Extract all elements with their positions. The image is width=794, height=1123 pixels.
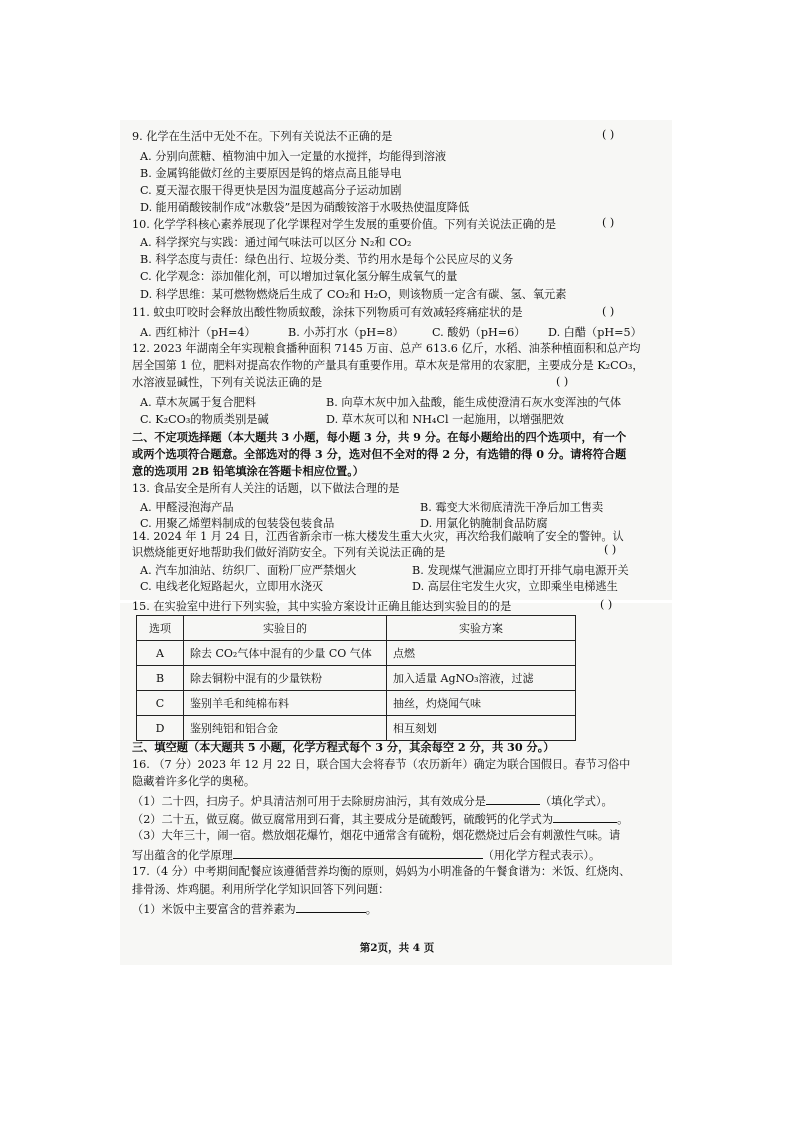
q9-option-a: A. 分别向蔗糖、植物油中加入一定量的水搅拌，均能得到溶液 (140, 150, 447, 163)
q13-stem: 13. 食品安全是所有人关注的话题，以下做法合理的是 (132, 482, 400, 495)
q12-option-c: C. K₂CO₃的物质类别是碱 (140, 413, 269, 426)
row-d-purpose: 鉴别纯铝和铝合金 (184, 716, 387, 741)
q12-line-3: 水溶液显碱性，下列有关说法正确的是 (132, 376, 323, 389)
q16-part-1 (132, 793, 613, 809)
q16-line-2: 隐藏着许多化学的奥秘。 (132, 775, 256, 788)
q14-option-c: C. 电线老化短路起火，立即用水浇灭 (140, 580, 324, 593)
q16-blank-3[interactable] (233, 847, 483, 859)
table-header-row (137, 616, 576, 641)
q14-option-d: D. 高层住宅发生火灾，立即乘坐电梯逃生 (412, 580, 618, 593)
q16-part-2-tail: 。 (617, 813, 629, 826)
q13-option-a: A. 甲醛浸泡海产品 (140, 501, 234, 514)
q16-part-3-cont (132, 847, 600, 863)
q10-option-c: C. 化学观念：添加催化剂，可以增加过氧化氢分解生成氧气的量 (140, 270, 458, 283)
q15-stem: 15. 在实验室中进行下列实验，其中实验方案设计正确且能达到实验目的的是 (132, 600, 512, 613)
q9-stem: 9. 化学在生活中无处不在。下列有关说法不正确的是 (132, 130, 393, 143)
q10-answer-paren: ( ) (602, 216, 615, 229)
q10-option-a: A. 科学探究与实践：通过闻气味法可以区分 N₂和 CO₂ (140, 236, 412, 249)
q12-option-a: A. 草木灰属于复合肥料 (140, 396, 256, 409)
q11-option-a: A. 西红柿汁（pH=4） (140, 326, 256, 339)
row-c-option: C (137, 691, 184, 716)
q12-option-b: B. 向草木灰中加入盐酸，能生成使澄清石灰水变浑浊的气体 (326, 396, 622, 409)
q11-stem: 11. 蚊虫叮咬时会释放出酸性物质蚁酸，涂抹下列物质可有效减轻疼痛症状的是 (132, 306, 523, 319)
q13-option-c: C. 用聚乙烯塑料制成的包装袋包装食品 (140, 517, 335, 530)
row-b-purpose: 除去铜粉中混有的少量铁粉 (184, 666, 387, 691)
q16-part-3: （3）大年三十，闹一宿。燃放烟花爆竹，烟花中通常含有硫粉，烟花燃烧过后会有刺激性气味。请 (132, 829, 621, 842)
q12-option-d: D. 草木灰可以和 NH₄Cl 一起施用，以增强肥效 (326, 413, 564, 426)
row-b-option: B (137, 666, 184, 691)
q9-option-c: C. 夏天湿衣服干得更快是因为温度越高分子运动加剧 (140, 184, 402, 197)
table-row (137, 691, 576, 716)
q9-option-d: D. 能用硝酸铵制作成“冰敷袋”是因为硝酸铵溶于水吸热使温度降低 (140, 201, 470, 214)
q15-answer-paren: ( ) (600, 598, 613, 611)
q14-line-2: 识燃烧能更好地帮助我们做好消防安全。下列有关说法正确的是 (132, 546, 446, 559)
row-d-plan: 相互刻划 (387, 716, 576, 741)
q14-answer-paren: ( ) (604, 543, 617, 556)
row-b-plan: 加入适量 AgNO₃溶液，过滤 (387, 666, 576, 691)
q16-part-1-text: （1）二十四，扫房子。炉具清洁剂可用于去除厨房油污，其有效成分是 (132, 795, 486, 808)
page-footer: 第2页，共 4 页 (359, 942, 435, 954)
table-row (137, 641, 576, 666)
row-c-plan: 抽丝，灼烧闻气味 (387, 691, 576, 716)
q17-blank-1[interactable] (296, 901, 366, 913)
row-a-plan: 点燃 (387, 641, 576, 666)
q9-answer-paren: ( ) (602, 128, 615, 141)
q13-option-d: D. 用氯化钠腌制食品防腐 (420, 517, 548, 530)
q17-part-1-tail: 。 (365, 903, 377, 916)
table-row (137, 716, 576, 741)
q10-option-b: B. 科学态度与责任：绿色出行、垃圾分类、节约用水是每个公民应尽的义务 (140, 253, 514, 266)
q14-line-1: 14. 2024 年 1 月 24 日，江西省新余市一栋大楼发生重大火灾，再次给我们敲响了安全的警钟。认 (132, 530, 624, 543)
q10-stem: 10. 化学学科核心素养展现了化学课程对学生发展的重要价值。下列有关说法正确的是 (132, 218, 557, 231)
section2-line-3: 意的选项用 2B 铅笔填涂在答题卡相应位置。） (132, 464, 364, 478)
q12-line-2: 居全国第 1 位，肥料对提高农作物的产量具有重要作用。草木灰是常用的农家肥，主要成分是 K₂CO₃， (132, 359, 644, 372)
q17-part-1 (132, 901, 377, 917)
row-d-option: D (137, 716, 184, 741)
q16-part-1-tail: （填化学式）。 (539, 795, 613, 808)
q16-blank-2[interactable] (553, 811, 617, 823)
section2-line-2: 或两个选项符合题意。全部选对的得 3 分，选对但不全对的得 2 分，有选错的得 0 分。请将符合题 (132, 447, 627, 461)
q12-line-1: 12. 2023 年湖南全年实现粮食播种面积 7145 万亩、总产 613.6 亿斤，水稻、油茶种植面积和总产均 (132, 342, 641, 355)
q10-option-d: D. 科学思维：某可燃物燃烧后生成了 CO₂和 H₂O，则该物质一定含有碳、氢、氧元素 (140, 288, 567, 301)
header-option: 选项 (137, 616, 184, 641)
row-a-option: A (137, 641, 184, 666)
q14-option-a: A. 汽车加油站、纺织厂、面粉厂应严禁烟火 (140, 564, 357, 577)
q16-part-2 (132, 811, 628, 827)
q16-part-2-text: （2）二十五，做豆腐。做豆腐常用到石膏，其主要成分是硫酸钙，硫酸钙的化学式为 (132, 813, 554, 826)
q17-line-1: 17.（4 分）中考期间配餐应该遵循营养均衡的原则，妈妈为小明准备的午餐食谱为：米饭、红烧肉、 (132, 865, 631, 878)
q16-line-1: 16. （7 分）2023 年 12 月 22 日，联合国大会将春节（农历新年）确定为联合国假日。春节习俗中 (132, 758, 631, 771)
header-purpose: 实验目的 (184, 616, 387, 641)
header-plan: 实验方案 (387, 616, 576, 641)
q11-option-b: B. 小苏打水（pH=8） (288, 326, 404, 339)
q11-option-c: C. 酸奶（pH=6） (432, 326, 526, 339)
q17-line-2: 排骨汤、炸鸡腿。利用所学化学知识回答下列问题： (132, 883, 390, 896)
row-c-purpose: 鉴别羊毛和纯棉布料 (184, 691, 387, 716)
q13-option-b: B. 霉变大米彻底清洗干净后加工售卖 (420, 501, 604, 514)
q16-part-3-tail: （用化学方程式表示）。 (482, 849, 601, 862)
section2-line-1: 二、不定项选择题（本大题共 3 小题，每小题 3 分，共 9 分。在每小题给出的四个选项中，有一个 (132, 430, 627, 444)
table-row (137, 666, 576, 691)
q11-answer-paren: ( ) (602, 305, 615, 318)
q12-answer-paren: ( ) (556, 375, 569, 388)
q16-part-3-text: 写出蕴含的化学原理 (132, 849, 233, 862)
experiment-table (136, 615, 576, 741)
row-a-purpose: 除去 CO₂气体中混有的少量 CO 气体 (184, 641, 387, 666)
q14-option-b: B. 发现煤气泄漏应立即打开排气扇电源开关 (412, 564, 629, 577)
q17-part-1-text: （1）米饭中主要富含的营养素为 (132, 903, 296, 916)
section3-heading: 三、填空题（本大题共 5 小题，化学方程式每个 3 分，其余每空 2 分，共 30 分。） (132, 740, 555, 754)
q16-blank-1[interactable] (486, 793, 540, 805)
q11-option-d: D. 白醋（pH=5） (548, 326, 642, 339)
q9-option-b: B. 金属钨能做灯丝的主要原因是钨的熔点高且能导电 (140, 167, 402, 180)
